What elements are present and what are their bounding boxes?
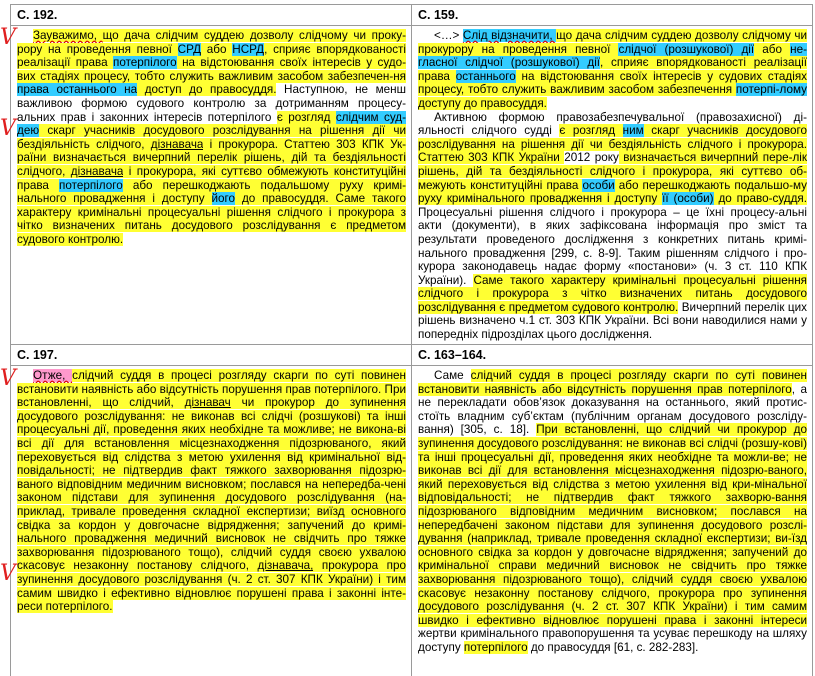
paragraph [418, 29, 807, 111]
paragraph [418, 369, 807, 654]
text-run: дізнавач [184, 396, 231, 410]
text-run: слідчий суддя в процесі розгляду скарги по суті повинен встановити наявність або відсутність порушення прав потерпілого. При встановленні, що слідчий, [17, 369, 406, 410]
text-run: , сприяє впорядкованості реалізації права [17, 42, 406, 70]
cell-text [17, 29, 406, 247]
text-run: визначається вичерпний пере-лік рішень, дій та бездіяльності слідчого і прокурора, які суттєво об-межують конституційні права [418, 151, 807, 192]
text-run: , сприяє впорядкованості реалізації права [418, 56, 808, 83]
check-mark-icon: V [0, 366, 16, 391]
text-run: доступ до правосуддя. [137, 83, 277, 97]
text-run: Саме такого характеру кримінальні процесуальні рішення слідчого і прокурора з чітко визначених питань досудового розслідування є предметом судового контролю. [418, 273, 807, 314]
text-run: скарг учасників досудового розслідування на рішення дії чи бездіяльність слідчого і прокурора. Статтею 303 КПК України [418, 124, 808, 165]
text-run: Зауважимо, [33, 29, 103, 42]
text-run: що дача слідчим суддею дозволу слідчому чи проку-рору на проведення певної [17, 29, 406, 56]
text-run: або [754, 42, 791, 56]
text-run: потерпі-лому [735, 83, 807, 97]
text-run: що дача слідчим суддею дозволу слідчому чи прокурору на проведення певної [418, 29, 807, 56]
text-run: Наступною, не менш важливою формою судового контролю за дотриманням процесу-альних прав і законних інтересів потерпілого [17, 83, 406, 124]
cell-header: С. 192. [11, 7, 411, 26]
comparison-table [10, 4, 813, 676]
cell-header: С. 163–164. [412, 347, 812, 366]
text-run: потерпілого [113, 56, 177, 70]
text-run: 2012 року [564, 151, 619, 165]
text-run: СРД [177, 42, 202, 56]
text-run: НСРД [232, 42, 265, 56]
text-run: <…> [434, 29, 463, 42]
text-run: скарг учасників досудового розслідування на рішення дії чи бездіяльність слідчого, [17, 124, 406, 151]
text-run: до правосуддя [61, с. 282-283]. [527, 640, 699, 654]
text-run: слідчої (розшукової) дії [618, 42, 755, 56]
text-run: доступу до правосуддя. [418, 96, 547, 110]
text-run: або перешкоджають подальшому руху кримі-нального провадження і доступу [17, 178, 407, 206]
paragraph [418, 111, 807, 342]
text-run: жертви кримінального правопорушення та усуває перешкоду на шляху доступу [418, 627, 807, 654]
table-cell [412, 5, 813, 345]
text-run: і прокурора. Статтею 303 КПК Ук-раїни визначається вичерпний перелік рішень, дій та бездіяльності слідчого, [17, 137, 406, 178]
paragraph [17, 29, 406, 247]
text-run: на відстоювання своїх інтересів у судових стадіях процесу, тобто служить важливим засобом забезпечення [418, 69, 808, 97]
cell-header: С. 197. [11, 347, 411, 366]
text-run: , а не перекладати обов’язок доказування на останнього, який протис-стоїть владним суб’єктам (публічним органам досудового розсліду-вання) [305, с. 18]. [418, 382, 807, 437]
text-run: є розгляд [559, 124, 623, 138]
text-run: останнього [455, 69, 516, 83]
text-run: При встановленні, що слідчий чи прокурор до зупинення досудового розслідування: не виконав всі слідчі (розшу-кові) та інші процесуальні дії, проведення яких необхідне та можли-ве; не виконав всі дії для встановлення місцезнаходження підозрю-ваного, який переховується від слідства з метою ухилення від кри-мінальної відповідальності; не підтвердив факт тяжкого захворю-вання підозрюваного відповідним медичним висновком; послався на непередбачені законом підстави для зупинення досудового розслі-дування (наприклад, тривале проведення складної експертизи; ви-їзд основного свідка за кордон у довгочасне відрядження; запучений до кримінальної справи медичний висновок не свідчить про тяжке захворювання підозрюваного тощо), слідчий суддя своєю ухвалою скасовує незаконну постанову слідчого, прокурора про зупинення досудового розслідування (ч. 2 ст. 307 КПК України) і тим самим швидко і ефективно відновлює порушені права і законні інтереси [418, 423, 807, 627]
text-run: дізнавача [70, 164, 124, 178]
text-run: чи прокурор до зупинення досудового розслідування: не виконав всі слідчі (розшукові) та інші процесуальні дії, проведення яких необхідне та можливе; не викона-ві всі дії для встановлення місцезнаходження підозрюваного, який переховується від слідства з метою ухилення від кримінальної від-повідальності; не підтвердив факт тяжкого захворювання підозрю-ваного відповідним медичним висновком; послався на непередба-чені законом підстави для зупинення досудового розслідування (на-приклад, тривале проведення складної експертизи; виїзд основного свідка за кордон у довгочасне відрядження; запучений до кримі-нального провадження медичний висновок не свідчить про тяжке захворювання підозрюваного тощо), слідчий суддя своєю ухвалою скасовує незаконну постанову слідчого, [17, 396, 406, 573]
table-cell [11, 345, 412, 676]
table-cell [412, 345, 813, 676]
text-run: його [211, 192, 236, 206]
table-cell [11, 5, 412, 345]
cell-text [418, 369, 807, 654]
text-run: і прокурора, які суттєво обмежують конституційні права [17, 164, 406, 192]
text-run: слідчим суд-дею [17, 110, 406, 138]
text-run: потерпілого [463, 640, 528, 654]
text-run: дізнавача, [257, 559, 314, 573]
text-run: слідчий суддя в процесі розгляду скарги по суті повинен встановити наявність або відсутність порушення прав потерпілого [418, 369, 807, 396]
check-mark-icon: V [0, 561, 16, 586]
paragraph [17, 369, 406, 614]
text-run: ним [622, 124, 644, 138]
text-run: не-гласної слідчої (розшукової) дії [418, 42, 807, 70]
text-run: Слід відзначити, [462, 29, 557, 42]
text-run: права останнього на [17, 83, 138, 97]
text-run: або [201, 42, 233, 56]
text-run: дізнавача [150, 137, 204, 151]
text-run: Отже, [33, 369, 73, 382]
check-mark-icon: V [0, 116, 16, 141]
text-run: Вичерпний перелік цих рішень визначено ч.1 ст. 303 КПК України. Всі вони наводилися нами у попередніх підрозділах цього дослідження. [418, 300, 807, 342]
text-run: на відстоювання своїх інтересів у судо-вих стадіях процесу, тобто служить важливим засобом забезпечен-ня [17, 56, 407, 83]
text-run: до правосуддя. Саме такого характеру кримінальні процесуальні рішення слідчого і прокурора з чітко визначених питань досудового розслідування є предметом судового контролю. [17, 192, 406, 246]
text-run: потерпілого [59, 178, 123, 192]
text-run: або перешкоджають подальшо-му руху кримінального провадження і доступу [418, 178, 808, 206]
text-run: прокурора про зупинення досудового розслідування (ч. 2 ст. 307 КПК України) і тим самим швидко і ефективно відновлює порушені права і законні інте-реси потерпілого. [17, 559, 406, 614]
text-run: до право-суддя. [713, 192, 807, 206]
text-run: Саме [434, 369, 471, 382]
cell-text [418, 29, 807, 342]
text-run: особи [582, 178, 615, 192]
cell-text [17, 369, 406, 614]
text-run: є розгляд [276, 110, 336, 124]
text-run: її (особи) [662, 192, 714, 206]
check-mark-icon: V [0, 25, 16, 50]
text-run: Процесуальні рішення слідчого і прокурора – це їхні процесу-альні акти (документи), в яких зафіксована інформація про зміст та результати проведеного дослідження з конкретних питань кримі-нального провадження [299, с. 8-9]. Таким рішенням слідчого і про-курора законодавець надає форму «постанови» (ч. 3 ст. 110 КПК України). [418, 205, 807, 287]
cell-header: С. 159. [412, 7, 812, 26]
text-run: Активною формою правозабезпечувальної (правозахисної) ді-яльності слідчого судді [418, 110, 807, 138]
